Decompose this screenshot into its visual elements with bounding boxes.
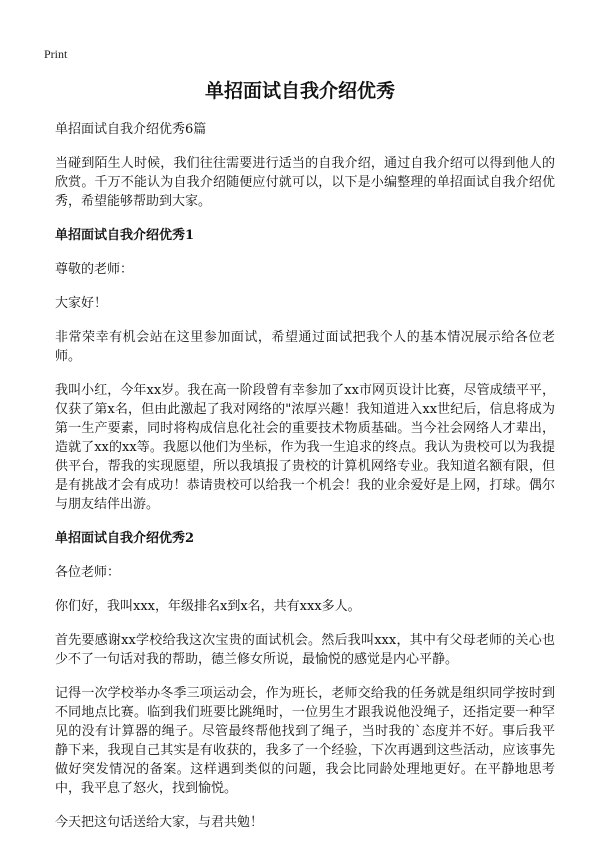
print-link[interactable]: Print — [44, 47, 68, 61]
page-title: 单招面试自我介绍优秀 — [204, 80, 395, 102]
section2-paragraph-story: 记得一次学校举办冬季三项运动会，作为班长，老师交给我的任务就是组织同学按时到不同地点比赛。临到我们班要比跳绳时，一位男生才跟我说他没绳子，还指定要一种罕见的没有计算器的绳子。尽管最终帮他找到了绳子，当时我的`态度并不好。事后我平静下来，我现自己其实是有收获的，我多了一个经验，下次再遇到这些活动，应该事先做好突发情况的备案。这样遇到类似的问题，我会比同龄处理地更好。在平静地思考中，我平息了怒火，找到愉悦。 — [55, 686, 555, 796]
section2-closing: 今天把这句话送给大家，与君共勉！ — [55, 815, 264, 830]
section2-salutation: 各位老师： — [55, 565, 121, 580]
section1-paragraph-intro: 非常荣幸有机会站在这里参加面试，希望通过面试把我个人的基本情况展示给各位老师。 — [55, 330, 555, 364]
section2-greeting: 你们好，我叫xxx，年级排名x到x名，共有xxx多人。 — [55, 599, 361, 614]
section-heading-2: 单招面试自我介绍优秀2 — [55, 531, 195, 546]
section-heading-1: 单招面试自我介绍优秀1 — [55, 228, 195, 243]
section1-paragraph-main: 我叫小红，今年xx岁。我在高一阶段曾有幸参加了xx市网页设计比赛，尽管成绩平平，仅获了第x名，但由此激起了我对网络的"浓厚兴趣！我知道进入xx世纪后，信息将成为第一生产要素，同时将构成信息化社会的重要技术物质基础。当今社会网络人才辈出，造就了xx的xx等。我愿以他们为坐标，作为我一生追求的终点。我认为贵校可以为我提供平台，帮我的实现愿望，所以我填报了贵校的计算机网络专业。我知道名额有限，但是有挑战才会有成功！恭请贵校可以给我一个机会！我的业余爱好是上网，打球。偶尔与朋友结伴出游。 — [55, 383, 555, 512]
article-subtitle: 单招面试自我介绍优秀6篇 — [55, 122, 207, 137]
intro-paragraph: 当碰到陌生人时候，我们往往需要进行适当的自我介绍，通过自我介绍可以得到他人的欣赏。千万不能认为自我介绍随便应付就可以，以下是小编整理的单招面试自我介绍优秀，希望能够帮助到大家。 — [55, 156, 555, 209]
section1-salutation: 尊敬的老师： — [55, 262, 134, 277]
article-body — [55, 120, 555, 847]
section1-greeting: 大家好！ — [55, 296, 108, 311]
section2-paragraph-thanks: 首先要感谢xx学校给我这次宝贵的面试机会。然后我叫xxx，其中有父母老师的关心也少不了一句话对我的帮助，德兰修女所说，最愉悦的感觉是内心平静。 — [55, 633, 555, 667]
